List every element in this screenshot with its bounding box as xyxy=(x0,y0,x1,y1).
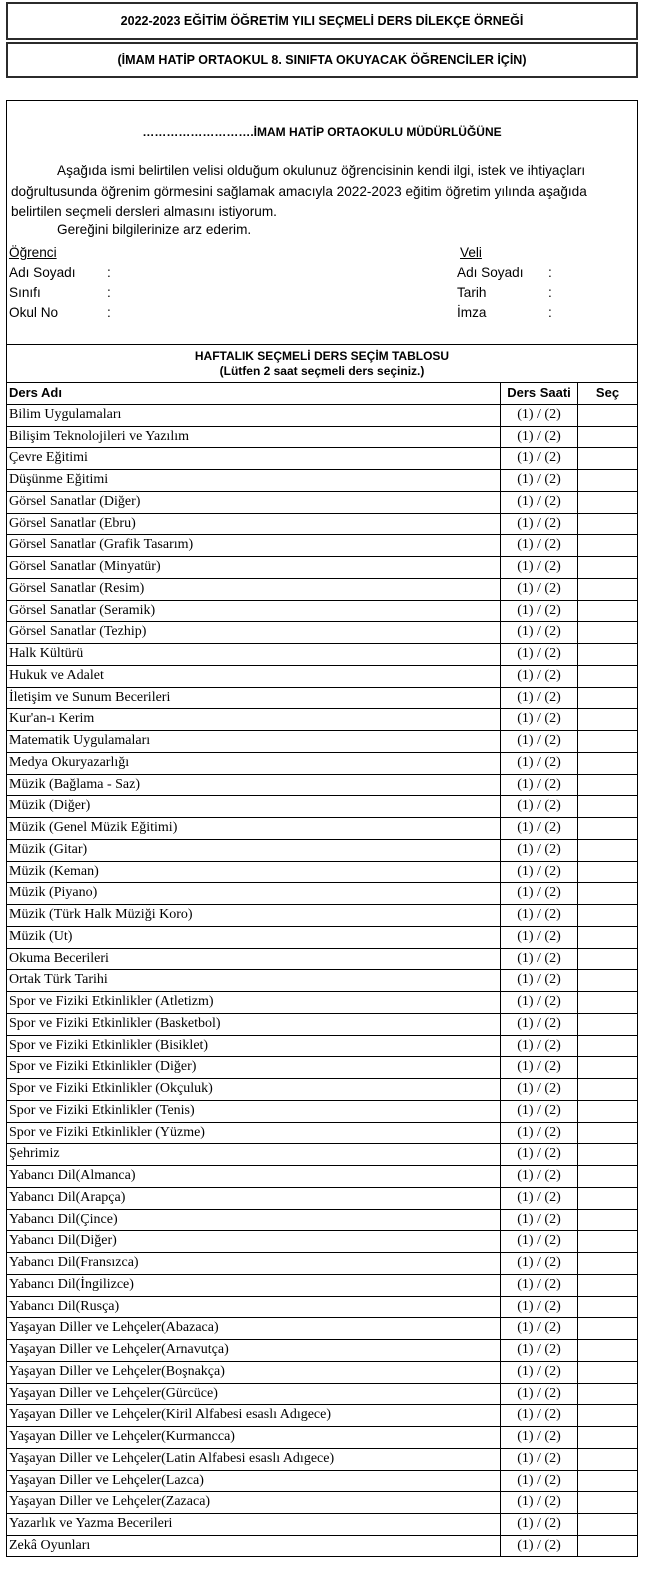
document-title xyxy=(6,2,638,40)
table-row xyxy=(6,534,638,556)
table-title xyxy=(6,345,638,382)
course-name-cell: Görsel Sanatlar (Grafik Tasarım) xyxy=(6,535,501,556)
course-name-cell: Yaşayan Diller ve Lehçeler(Arnavutça) xyxy=(6,1340,501,1361)
course-name-cell: Yabancı Dil(Diğer) xyxy=(6,1231,501,1252)
course-name-cell: Müzik (Diğer) xyxy=(6,796,501,817)
course-hours-cell: (1) / (2) xyxy=(501,405,578,426)
course-select-cell[interactable] xyxy=(578,905,638,926)
table-row xyxy=(6,1230,638,1252)
course-select-cell[interactable] xyxy=(578,535,638,556)
table-row xyxy=(6,904,638,926)
table-row xyxy=(6,730,638,752)
table-header-row xyxy=(6,382,638,404)
course-name-cell: Müzik (Bağlama - Saz) xyxy=(6,775,501,796)
course-name-cell: Yabancı Dil(Çince) xyxy=(6,1210,501,1231)
course-name-cell: Yaşayan Diller ve Lehçeler(Gürcüce) xyxy=(6,1384,501,1405)
table-row xyxy=(6,1274,638,1296)
course-hours-cell: (1) / (2) xyxy=(501,1297,578,1318)
course-hours-cell: (1) / (2) xyxy=(501,1449,578,1470)
course-hours-cell: (1) / (2) xyxy=(501,753,578,774)
table-row xyxy=(6,1317,638,1339)
course-select-cell[interactable] xyxy=(578,927,638,948)
course-name-cell: Spor ve Fiziki Etkinlikler (Basketbol) xyxy=(6,1014,501,1035)
course-hours-cell: (1) / (2) xyxy=(501,1057,578,1078)
course-select-cell[interactable] xyxy=(578,688,638,709)
table-title-text: HAFTALIK SEÇMELİ DERS SEÇİM TABLOSU xyxy=(194,349,450,363)
student-number-colon: : xyxy=(107,305,111,320)
course-select-cell[interactable] xyxy=(578,427,638,448)
course-name-cell: Görsel Sanatlar (Seramik) xyxy=(6,601,501,622)
course-select-cell[interactable] xyxy=(578,883,638,904)
table-row xyxy=(6,774,638,796)
table-row xyxy=(6,404,638,426)
student-number-label: Okul No xyxy=(9,305,59,320)
course-hours-cell: (1) / (2) xyxy=(501,818,578,839)
table-row xyxy=(6,752,638,774)
course-name-cell: Yaşayan Diller ve Lehçeler(Abazaca) xyxy=(6,1318,501,1339)
course-name-cell: Hukuk ve Adalet xyxy=(6,666,501,687)
course-select-cell[interactable] xyxy=(578,579,638,600)
table-row xyxy=(6,1339,638,1361)
course-hours-cell: (1) / (2) xyxy=(501,1514,578,1535)
course-name-cell: Yabancı Dil(Arapça) xyxy=(6,1188,501,1209)
parent-name-label: Adı Soyadı xyxy=(457,265,524,280)
table-row xyxy=(6,513,638,535)
course-select-cell[interactable] xyxy=(578,1318,638,1339)
table-row xyxy=(6,1383,638,1405)
column-header-hours: Ders Saati xyxy=(501,383,578,404)
course-select-cell[interactable] xyxy=(578,622,638,643)
course-hours-cell: (1) / (2) xyxy=(501,1362,578,1383)
table-row xyxy=(6,861,638,883)
course-hours-cell: (1) / (2) xyxy=(501,492,578,513)
course-hours-cell: (1) / (2) xyxy=(501,579,578,600)
course-name-cell: Bilişim Teknolojileri ve Yazılım xyxy=(6,427,501,448)
course-hours-cell: (1) / (2) xyxy=(501,840,578,861)
course-hours-cell: (1) / (2) xyxy=(501,1492,578,1513)
course-name-cell: Spor ve Fiziki Etkinlikler (Yüzme) xyxy=(6,1123,501,1144)
table-row xyxy=(6,578,638,600)
course-select-cell[interactable] xyxy=(578,1014,638,1035)
parent-signature-label: İmza xyxy=(457,305,487,320)
course-select-cell[interactable] xyxy=(578,1492,638,1513)
course-hours-cell: (1) / (2) xyxy=(501,1405,578,1426)
course-name-cell: Okuma Becerileri xyxy=(6,949,501,970)
course-select-cell[interactable] xyxy=(578,1449,638,1470)
table-row xyxy=(6,1448,638,1470)
course-hours-cell: (1) / (2) xyxy=(501,1427,578,1448)
course-hours-cell: (1) / (2) xyxy=(501,1079,578,1100)
course-hours-cell: (1) / (2) xyxy=(501,622,578,643)
course-hours-cell: (1) / (2) xyxy=(501,1144,578,1165)
course-name-cell: Yabancı Dil(Fransızca) xyxy=(6,1253,501,1274)
table-row xyxy=(6,1100,638,1122)
table-row xyxy=(6,1122,638,1144)
course-name-cell: Spor ve Fiziki Etkinlikler (Bisiklet) xyxy=(6,1036,501,1057)
course-name-cell: Spor ve Fiziki Etkinlikler (Tenis) xyxy=(6,1101,501,1122)
table-row xyxy=(6,1187,638,1209)
table-row xyxy=(6,948,638,970)
petition-paragraph xyxy=(11,161,633,223)
course-select-cell[interactable] xyxy=(578,492,638,513)
course-select-cell[interactable] xyxy=(578,1188,638,1209)
table-row xyxy=(6,1361,638,1383)
table-row xyxy=(6,1078,638,1100)
table-row xyxy=(6,1013,638,1035)
course-name-cell: İletişim ve Sunum Becerileri xyxy=(6,688,501,709)
table-row xyxy=(6,1296,638,1318)
petition-form xyxy=(6,100,638,345)
course-hours-cell: (1) / (2) xyxy=(501,1188,578,1209)
parent-signature-colon: : xyxy=(548,305,552,320)
course-name-cell: Ortak Türk Tarihi xyxy=(6,970,501,991)
course-select-cell[interactable] xyxy=(578,731,638,752)
course-hours-cell: (1) / (2) xyxy=(501,666,578,687)
parent-date-label: Tarih xyxy=(457,285,487,300)
course-name-cell: Yazarlık ve Yazma Becerileri xyxy=(6,1514,501,1535)
closing-line: Gereğini bilgilerinize arz ederim. xyxy=(57,222,252,237)
course-select-cell[interactable] xyxy=(578,1275,638,1296)
table-row xyxy=(6,1404,638,1426)
petition-paragraph-text: Aşağıda ismi belirtilen velisi olduğum okulunuz öğrencisinin kendi ilgi, istek ve ihtiyaçları doğrultusunda öğrenim görmesini sağlamak amacıyla 2022-2023 eğitim öğretim yılında aşağıda belirtilen seçmeli dersleri almasını istiyorum. xyxy=(11,163,587,219)
table-row xyxy=(6,643,638,665)
course-select-cell[interactable] xyxy=(578,1471,638,1492)
course-select-cell[interactable] xyxy=(578,1514,638,1535)
addressee-line: ……………………….İMAM HATİP ORTAOKULU MÜDÜRLÜĞÜNE xyxy=(142,125,502,139)
course-name-cell: Yabancı Dil(Rusça) xyxy=(6,1297,501,1318)
parent-date-colon: : xyxy=(548,285,552,300)
course-name-cell: Müzik (Keman) xyxy=(6,862,501,883)
course-selection-table xyxy=(6,382,638,1557)
course-select-cell[interactable] xyxy=(578,840,638,861)
course-hours-cell: (1) / (2) xyxy=(501,1231,578,1252)
course-hours-cell: (1) / (2) xyxy=(501,448,578,469)
course-select-cell[interactable] xyxy=(578,666,638,687)
student-heading: Öğrenci xyxy=(9,245,57,260)
student-class-label: Sınıfı xyxy=(9,285,41,300)
course-name-cell: Görsel Sanatlar (Minyatür) xyxy=(6,557,501,578)
course-select-cell[interactable] xyxy=(578,514,638,535)
course-hours-cell: (1) / (2) xyxy=(501,1123,578,1144)
course-select-cell[interactable] xyxy=(578,1079,638,1100)
course-select-cell[interactable] xyxy=(578,1253,638,1274)
column-header-course: Ders Adı xyxy=(6,383,501,404)
course-hours-cell: (1) / (2) xyxy=(501,949,578,970)
course-hours-cell: (1) / (2) xyxy=(501,709,578,730)
student-name-label: Adı Soyadı xyxy=(9,265,76,280)
course-name-cell: Matematik Uygulamaları xyxy=(6,731,501,752)
table-row xyxy=(6,839,638,861)
course-name-cell: Zekâ Oyunları xyxy=(6,1536,501,1556)
course-select-cell[interactable] xyxy=(578,1362,638,1383)
course-select-cell[interactable] xyxy=(578,862,638,883)
course-hours-cell: (1) / (2) xyxy=(501,1340,578,1361)
course-hours-cell: (1) / (2) xyxy=(501,1318,578,1339)
student-name-colon: : xyxy=(107,265,111,280)
course-hours-cell: (1) / (2) xyxy=(501,905,578,926)
course-hours-cell: (1) / (2) xyxy=(501,1210,578,1231)
course-name-cell: Yaşayan Diller ve Lehçeler(Zazaca) xyxy=(6,1492,501,1513)
table-row xyxy=(6,665,638,687)
course-select-cell[interactable] xyxy=(578,709,638,730)
course-select-cell[interactable] xyxy=(578,1166,638,1187)
course-hours-cell: (1) / (2) xyxy=(501,883,578,904)
table-row xyxy=(6,426,638,448)
table-row xyxy=(6,708,638,730)
course-select-cell[interactable] xyxy=(578,1405,638,1426)
table-row xyxy=(6,882,638,904)
course-name-cell: Yaşayan Diller ve Lehçeler(Kiril Alfabesi esaslı Adıgece) xyxy=(6,1405,501,1426)
table-row xyxy=(6,1470,638,1492)
parent-heading: Veli xyxy=(460,245,482,260)
table-row xyxy=(6,817,638,839)
course-select-cell[interactable] xyxy=(578,644,638,665)
course-name-cell: Spor ve Fiziki Etkinlikler (Atletizm) xyxy=(6,992,501,1013)
course-select-cell[interactable] xyxy=(578,796,638,817)
course-hours-cell: (1) / (2) xyxy=(501,992,578,1013)
course-select-cell[interactable] xyxy=(578,1210,638,1231)
table-row xyxy=(6,687,638,709)
course-name-cell: Şehrimiz xyxy=(6,1144,501,1165)
course-select-cell[interactable] xyxy=(578,1057,638,1078)
course-name-cell: Bilim Uygulamaları xyxy=(6,405,501,426)
table-row xyxy=(6,991,638,1013)
table-row xyxy=(6,926,638,948)
course-select-cell[interactable] xyxy=(578,1297,638,1318)
course-select-cell[interactable] xyxy=(578,1536,638,1556)
table-row xyxy=(6,1252,638,1274)
course-name-cell: Çevre Eğitimi xyxy=(6,448,501,469)
table-body xyxy=(6,404,638,1557)
course-name-cell: Müzik (Piyano) xyxy=(6,883,501,904)
course-name-cell: Görsel Sanatlar (Resim) xyxy=(6,579,501,600)
course-hours-cell: (1) / (2) xyxy=(501,970,578,991)
course-select-cell[interactable] xyxy=(578,1427,638,1448)
table-row xyxy=(6,469,638,491)
course-hours-cell: (1) / (2) xyxy=(501,796,578,817)
table-row xyxy=(6,1035,638,1057)
course-hours-cell: (1) / (2) xyxy=(501,557,578,578)
course-select-cell[interactable] xyxy=(578,992,638,1013)
course-hours-cell: (1) / (2) xyxy=(501,731,578,752)
course-name-cell: Yaşayan Diller ve Lehçeler(Kurmancca) xyxy=(6,1427,501,1448)
document-subtitle-text: (İMAM HATİP ORTAOKUL 8. SINIFTA OKUYACAK ÖĞRENCİLER İÇİN) xyxy=(117,53,527,67)
course-hours-cell: (1) / (2) xyxy=(501,514,578,535)
course-name-cell: Müzik (Genel Müzik Eğitimi) xyxy=(6,818,501,839)
course-hours-cell: (1) / (2) xyxy=(501,862,578,883)
course-name-cell: Müzik (Ut) xyxy=(6,927,501,948)
course-name-cell: Yaşayan Diller ve Lehçeler(Lazca) xyxy=(6,1471,501,1492)
course-hours-cell: (1) / (2) xyxy=(501,927,578,948)
course-select-cell[interactable] xyxy=(578,557,638,578)
table-row xyxy=(6,1165,638,1187)
course-select-cell[interactable] xyxy=(578,1101,638,1122)
course-select-cell[interactable] xyxy=(578,775,638,796)
course-hours-cell: (1) / (2) xyxy=(501,1166,578,1187)
course-select-cell[interactable] xyxy=(578,1384,638,1405)
table-row xyxy=(6,1056,638,1078)
document-subtitle xyxy=(6,42,638,78)
table-row xyxy=(6,447,638,469)
table-row xyxy=(6,795,638,817)
course-select-cell[interactable] xyxy=(578,970,638,991)
course-name-cell: Görsel Sanatlar (Diğer) xyxy=(6,492,501,513)
course-name-cell: Yabancı Dil(İngilizce) xyxy=(6,1275,501,1296)
course-name-cell: Yaşayan Diller ve Lehçeler(Boşnakça) xyxy=(6,1362,501,1383)
course-hours-cell: (1) / (2) xyxy=(501,644,578,665)
course-select-cell[interactable] xyxy=(578,818,638,839)
document-title-text: 2022-2023 EĞİTİM ÖĞRETİM YILI SEÇMELİ DERS DİLEKÇE ÖRNEĞİ xyxy=(120,14,524,28)
course-hours-cell: (1) / (2) xyxy=(501,1101,578,1122)
course-hours-cell: (1) / (2) xyxy=(501,1014,578,1035)
table-row xyxy=(6,1513,638,1535)
course-hours-cell: (1) / (2) xyxy=(501,601,578,622)
course-name-cell: Görsel Sanatlar (Ebru) xyxy=(6,514,501,535)
course-name-cell: Spor ve Fiziki Etkinlikler (Diğer) xyxy=(6,1057,501,1078)
parent-name-colon: : xyxy=(548,265,552,280)
course-select-cell[interactable] xyxy=(578,448,638,469)
course-name-cell: Halk Kültürü xyxy=(6,644,501,665)
table-row xyxy=(6,600,638,622)
course-name-cell: Yabancı Dil(Almanca) xyxy=(6,1166,501,1187)
column-header-select: Seç xyxy=(578,383,638,404)
table-subtitle-text: (Lütfen 2 saat seçmeli ders seçiniz.) xyxy=(219,364,425,378)
course-name-cell: Düşünme Eğitimi xyxy=(6,470,501,491)
course-name-cell: Medya Okuryazarlığı xyxy=(6,753,501,774)
course-name-cell: Yaşayan Diller ve Lehçeler(Latin Alfabesi esaslı Adıgece) xyxy=(6,1449,501,1470)
course-hours-cell: (1) / (2) xyxy=(501,1384,578,1405)
course-select-cell[interactable] xyxy=(578,1144,638,1165)
course-hours-cell: (1) / (2) xyxy=(501,535,578,556)
table-row xyxy=(6,1491,638,1513)
course-hours-cell: (1) / (2) xyxy=(501,688,578,709)
course-select-cell[interactable] xyxy=(578,470,638,491)
table-row xyxy=(6,491,638,513)
course-name-cell: Görsel Sanatlar (Tezhip) xyxy=(6,622,501,643)
course-hours-cell: (1) / (2) xyxy=(501,427,578,448)
course-select-cell[interactable] xyxy=(578,1123,638,1144)
course-name-cell: Kur'an-ı Kerim xyxy=(6,709,501,730)
course-name-cell: Müzik (Türk Halk Müziği Koro) xyxy=(6,905,501,926)
table-row xyxy=(6,1209,638,1231)
table-row xyxy=(6,1143,638,1165)
table-row xyxy=(6,556,638,578)
table-row xyxy=(6,1426,638,1448)
course-hours-cell: (1) / (2) xyxy=(501,1253,578,1274)
table-row xyxy=(6,1535,638,1557)
course-hours-cell: (1) / (2) xyxy=(501,775,578,796)
table-row xyxy=(6,969,638,991)
course-hours-cell: (1) / (2) xyxy=(501,1275,578,1296)
course-select-cell[interactable] xyxy=(578,405,638,426)
course-name-cell: Spor ve Fiziki Etkinlikler (Okçuluk) xyxy=(6,1079,501,1100)
course-select-cell[interactable] xyxy=(578,753,638,774)
table-row xyxy=(6,621,638,643)
student-class-colon: : xyxy=(107,285,111,300)
course-select-cell[interactable] xyxy=(578,601,638,622)
course-select-cell[interactable] xyxy=(578,1340,638,1361)
course-name-cell: Müzik (Gitar) xyxy=(6,840,501,861)
course-hours-cell: (1) / (2) xyxy=(501,1036,578,1057)
course-select-cell[interactable] xyxy=(578,1231,638,1252)
course-hours-cell: (1) / (2) xyxy=(501,470,578,491)
course-select-cell[interactable] xyxy=(578,1036,638,1057)
course-select-cell[interactable] xyxy=(578,949,638,970)
course-hours-cell: (1) / (2) xyxy=(501,1536,578,1556)
course-hours-cell: (1) / (2) xyxy=(501,1471,578,1492)
